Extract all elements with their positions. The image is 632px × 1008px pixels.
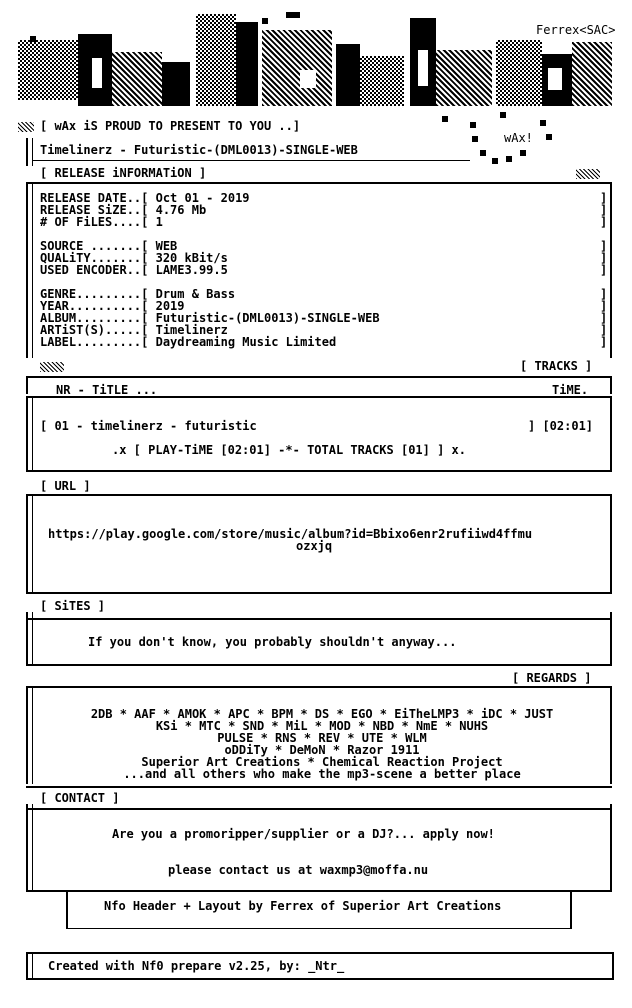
release-line: # OF FiLES....[ 1 [40,215,163,229]
track-time: ] [02:01] [528,419,594,433]
contact-email[interactable]: please contact us at waxmp3@moffa.nu [168,863,429,877]
tracks-hatch [40,362,64,372]
url-link[interactable]: https://play.google.com/store/music/album?id=Bbixo6enr2rufiiwd4ffmu [48,527,533,541]
track-row: [ 01 - timelinerz - futuristic [40,419,257,433]
contact-box-right [610,804,612,892]
group-tag: wAx! [504,131,533,145]
release-line: ALBUM.........[ Futuristic-(DML0013)-SINGLE-WEB [40,311,380,325]
regards-line: Superior Art Creations * Chemical Reaction Project [141,755,503,769]
release-line: SOURCE .......[ WEB [40,239,178,253]
regards-label: [ REGARDS ] [512,671,592,685]
release-line: ARTiST(S).....[ Timelinerz [40,323,228,337]
regards-line: oDDiTy * DeMoN * Razor 1911 [224,743,420,757]
created-with: Created with Nf0 prepare v2.25, by: _Ntr_ [48,959,345,973]
release-box-left [26,184,28,358]
release-line: RELEASE DATE..[ Oct 01 - 2019 [40,191,250,205]
tracks-header-time: TiME. [552,383,589,397]
tracks-label: [ TRACKS ] [520,359,593,373]
credit-box-right [570,892,572,928]
contact-apply: Are you a promoripper/supplier or a DJ?... apply now! [112,827,495,841]
title-box-left [26,138,28,166]
url-label: [ URL ] [40,479,91,493]
regards-line: KSi * MTC * SND * MiL * MOD * NBD * NmE * NUHS [155,719,489,733]
sites-text: If you don't know, you probably shouldn't anyway... [88,635,457,649]
contact-label: [ CONTACT ] [40,791,120,805]
layout-credit: Nfo Header + Layout by Ferrex of Superior Art Creations [104,899,502,913]
release-line: GENRE.........[ Drum & Bass [40,287,236,301]
release-title: Timelinerz - Futuristic-(DML0013)-SINGLE-WEB [40,143,358,157]
release-line: QUALiTY.......[ 320 kBit/s [40,251,228,265]
tracks-box-right [610,398,612,470]
author-tag: Ferrex<SAC> [536,23,616,37]
regards-line: 2DB * AAF * AMOK * APC * BPM * DS * EGO * EiTheLMP3 * iDC * JUST [90,707,554,721]
release-line: LABEL.........[ Daydreaming Music Limited [40,335,337,349]
regards-line: PULSE * RNS * REV * UTE * WLM [217,731,427,745]
url-link-cont[interactable]: ozxjq [296,539,333,553]
release-info-hatch [576,169,600,179]
release-info-label: [ RELEASE iNFORMATiON ] [40,166,207,180]
regards-line: ...and all others who make the mp3-scene a better place [123,767,521,781]
present-line-hatch [18,122,34,132]
url-box-right [610,496,612,592]
release-line: YEAR..........[ 2019 [40,299,185,313]
sites-label: [ SiTES ] [40,599,106,613]
release-line: USED ENCODER..[ LAME3.99.5 [40,263,228,277]
present-line: [ wAx iS PROUD TO PRESENT TO YOU ..] [40,119,301,133]
regards-box-right [610,688,612,784]
regards-box-left [26,688,28,784]
credit-box-left [66,892,68,928]
release-line: RELEASE SiZE..[ 4.76 Mb [40,203,207,217]
url-box-left [26,496,28,592]
release-box-right [610,184,612,358]
tracks-header-title: NR - TiTLE ... [56,383,158,397]
tracks-summary: .x [ PLAY-TiME [02:01] -*- TOTAL TRACKS [01] ] x. [112,443,467,457]
tracks-box-left [26,398,28,470]
contact-box-left [26,804,28,892]
